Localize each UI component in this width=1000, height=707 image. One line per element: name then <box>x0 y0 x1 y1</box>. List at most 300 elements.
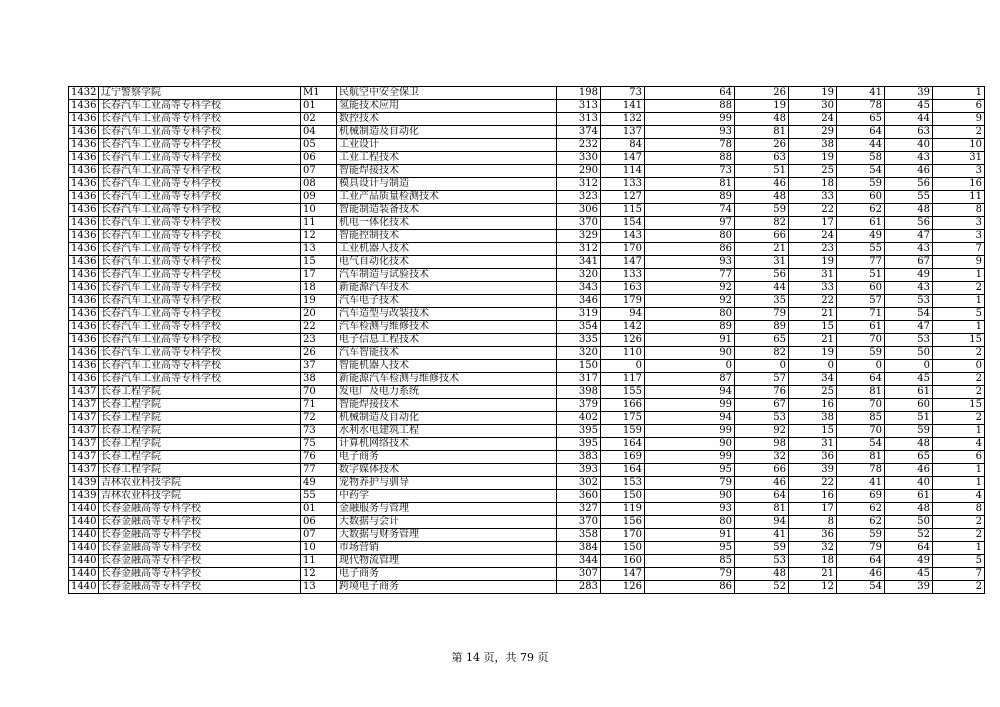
score-c-cell: 76 <box>735 386 789 399</box>
score-b-cell: 90 <box>645 347 735 360</box>
score-f-cell: 39 <box>885 581 933 594</box>
score-b-cell: 94 <box>645 386 735 399</box>
score-e-cell: 69 <box>837 490 885 503</box>
score-b-cell: 97 <box>645 217 735 230</box>
school-code-cell: 1440 <box>69 516 99 529</box>
score-c-cell: 89 <box>735 321 789 334</box>
major-name-cell: 工业工程技术 <box>337 152 557 165</box>
score-a-cell: 160 <box>601 555 645 568</box>
score-e-cell: 70 <box>837 334 885 347</box>
score-a-cell: 163 <box>601 282 645 295</box>
score-c-cell: 53 <box>735 412 789 425</box>
score-c-cell: 66 <box>735 464 789 477</box>
school-name-cell: 长春工程学院 <box>99 412 301 425</box>
major-name-cell: 机械制造及自动化 <box>337 126 557 139</box>
major-code-cell: 38 <box>301 373 337 386</box>
school-name-cell: 长春汽车工业高等专科学校 <box>99 152 301 165</box>
table-row <box>69 204 985 217</box>
score-total-cell: 358 <box>557 529 601 542</box>
score-total-cell: 370 <box>557 217 601 230</box>
major-code-cell: 72 <box>301 412 337 425</box>
score-g-cell: 1 <box>933 477 985 490</box>
major-name-cell: 数控技术 <box>337 113 557 126</box>
score-f-cell: 53 <box>885 295 933 308</box>
table-row <box>69 152 985 165</box>
score-c-cell: 56 <box>735 269 789 282</box>
score-g-cell: 16 <box>933 178 985 191</box>
score-f-cell: 51 <box>885 412 933 425</box>
major-name-cell: 民航空中安全保卫 <box>337 87 557 100</box>
score-c-cell: 59 <box>735 204 789 217</box>
score-c-cell: 0 <box>735 360 789 373</box>
score-g-cell: 0 <box>933 360 985 373</box>
school-code-cell: 1440 <box>69 529 99 542</box>
score-e-cell: 59 <box>837 347 885 360</box>
major-name-cell: 汽车检测与维修技术 <box>337 321 557 334</box>
major-name-cell: 新能源汽车检测与维修技术 <box>337 373 557 386</box>
score-total-cell: 383 <box>557 451 601 464</box>
score-b-cell: 80 <box>645 230 735 243</box>
score-total-cell: 312 <box>557 178 601 191</box>
score-f-cell: 43 <box>885 282 933 295</box>
score-a-cell: 156 <box>601 516 645 529</box>
score-b-cell: 90 <box>645 490 735 503</box>
score-d-cell: 24 <box>789 230 837 243</box>
score-g-cell: 1 <box>933 321 985 334</box>
score-c-cell: 21 <box>735 243 789 256</box>
school-name-cell: 长春汽车工业高等专科学校 <box>99 282 301 295</box>
score-d-cell: 21 <box>789 308 837 321</box>
score-e-cell: 60 <box>837 191 885 204</box>
score-d-cell: 34 <box>789 373 837 386</box>
score-c-cell: 31 <box>735 256 789 269</box>
major-name-cell: 汽车制造与试验技术 <box>337 269 557 282</box>
score-d-cell: 18 <box>789 178 837 191</box>
score-e-cell: 70 <box>837 425 885 438</box>
table-row <box>69 243 985 256</box>
school-code-cell: 1437 <box>69 399 99 412</box>
score-f-cell: 61 <box>885 490 933 503</box>
score-total-cell: 312 <box>557 243 601 256</box>
school-code-cell: 1437 <box>69 425 99 438</box>
score-c-cell: 92 <box>735 425 789 438</box>
score-b-cell: 88 <box>645 152 735 165</box>
score-c-cell: 82 <box>735 347 789 360</box>
score-total-cell: 346 <box>557 295 601 308</box>
score-g-cell: 8 <box>933 503 985 516</box>
school-name-cell: 长春工程学院 <box>99 399 301 412</box>
school-name-cell: 长春金融高等专科学校 <box>99 581 301 594</box>
score-d-cell: 8 <box>789 516 837 529</box>
score-total-cell: 150 <box>557 360 601 373</box>
major-code-cell: M1 <box>301 87 337 100</box>
score-g-cell: 1 <box>933 295 985 308</box>
score-a-cell: 127 <box>601 191 645 204</box>
score-e-cell: 61 <box>837 321 885 334</box>
school-code-cell: 1436 <box>69 230 99 243</box>
major-code-cell: 08 <box>301 178 337 191</box>
score-f-cell: 45 <box>885 568 933 581</box>
score-f-cell: 55 <box>885 191 933 204</box>
score-b-cell: 88 <box>645 100 735 113</box>
table-row <box>69 386 985 399</box>
table-row <box>69 334 985 347</box>
score-c-cell: 63 <box>735 152 789 165</box>
major-code-cell: 26 <box>301 347 337 360</box>
table-row <box>69 477 985 490</box>
school-name-cell: 长春汽车工业高等专科学校 <box>99 165 301 178</box>
score-e-cell: 62 <box>837 204 885 217</box>
school-name-cell: 长春汽车工业高等专科学校 <box>99 217 301 230</box>
score-b-cell: 99 <box>645 399 735 412</box>
score-d-cell: 23 <box>789 243 837 256</box>
table-row <box>69 542 985 555</box>
table-row <box>69 581 985 594</box>
score-a-cell: 164 <box>601 438 645 451</box>
school-code-cell: 1440 <box>69 568 99 581</box>
major-code-cell: 07 <box>301 529 337 542</box>
score-e-cell: 44 <box>837 139 885 152</box>
school-code-cell: 1440 <box>69 555 99 568</box>
score-f-cell: 48 <box>885 204 933 217</box>
score-f-cell: 52 <box>885 529 933 542</box>
score-g-cell: 5 <box>933 555 985 568</box>
major-code-cell: 71 <box>301 399 337 412</box>
major-code-cell: 37 <box>301 360 337 373</box>
major-code-cell: 55 <box>301 490 337 503</box>
score-b-cell: 93 <box>645 126 735 139</box>
score-g-cell: 2 <box>933 373 985 386</box>
major-name-cell: 工业机器人技术 <box>337 243 557 256</box>
score-a-cell: 159 <box>601 425 645 438</box>
score-e-cell: 0 <box>837 360 885 373</box>
score-c-cell: 46 <box>735 178 789 191</box>
score-a-cell: 126 <box>601 334 645 347</box>
major-name-cell: 市场营销 <box>337 542 557 555</box>
score-d-cell: 19 <box>789 87 837 100</box>
score-total-cell: 320 <box>557 347 601 360</box>
score-total-cell: 327 <box>557 503 601 516</box>
score-c-cell: 46 <box>735 477 789 490</box>
table-row <box>69 464 985 477</box>
score-e-cell: 49 <box>837 230 885 243</box>
score-c-cell: 51 <box>735 165 789 178</box>
score-e-cell: 57 <box>837 295 885 308</box>
score-b-cell: 0 <box>645 360 735 373</box>
score-f-cell: 43 <box>885 243 933 256</box>
major-code-cell: 01 <box>301 100 337 113</box>
major-code-cell: 13 <box>301 243 337 256</box>
score-a-cell: 126 <box>601 581 645 594</box>
school-code-cell: 1436 <box>69 295 99 308</box>
school-name-cell: 长春汽车工业高等专科学校 <box>99 243 301 256</box>
score-total-cell: 335 <box>557 334 601 347</box>
score-e-cell: 64 <box>837 373 885 386</box>
table-row <box>69 373 985 386</box>
school-code-cell: 1436 <box>69 321 99 334</box>
major-name-cell: 智能焊接技术 <box>337 165 557 178</box>
table-row <box>69 490 985 503</box>
school-name-cell: 长春金融高等专科学校 <box>99 516 301 529</box>
score-total-cell: 313 <box>557 113 601 126</box>
major-code-cell: 01 <box>301 503 337 516</box>
score-total-cell: 317 <box>557 373 601 386</box>
score-d-cell: 17 <box>789 503 837 516</box>
table-row <box>69 360 985 373</box>
score-d-cell: 31 <box>789 438 837 451</box>
school-code-cell: 1440 <box>69 542 99 555</box>
score-c-cell: 59 <box>735 542 789 555</box>
score-a-cell: 133 <box>601 178 645 191</box>
major-name-cell: 金融服务与管理 <box>337 503 557 516</box>
table-row <box>69 139 985 152</box>
score-e-cell: 62 <box>837 516 885 529</box>
score-c-cell: 32 <box>735 451 789 464</box>
score-total-cell: 330 <box>557 152 601 165</box>
score-b-cell: 79 <box>645 568 735 581</box>
table-row <box>69 295 985 308</box>
table-row <box>69 191 985 204</box>
score-g-cell: 6 <box>933 451 985 464</box>
table-row <box>69 178 985 191</box>
score-e-cell: 81 <box>837 451 885 464</box>
school-name-cell: 长春汽车工业高等专科学校 <box>99 100 301 113</box>
score-d-cell: 15 <box>789 425 837 438</box>
score-g-cell: 15 <box>933 399 985 412</box>
score-total-cell: 395 <box>557 425 601 438</box>
school-name-cell: 长春金融高等专科学校 <box>99 503 301 516</box>
score-b-cell: 79 <box>645 477 735 490</box>
major-name-cell: 工业产品质量检测技术 <box>337 191 557 204</box>
score-f-cell: 61 <box>885 386 933 399</box>
score-e-cell: 62 <box>837 503 885 516</box>
admission-score-table <box>68 86 985 594</box>
score-a-cell: 170 <box>601 529 645 542</box>
score-d-cell: 21 <box>789 334 837 347</box>
score-g-cell: 4 <box>933 438 985 451</box>
school-name-cell: 长春汽车工业高等专科学校 <box>99 295 301 308</box>
major-code-cell: 17 <box>301 269 337 282</box>
score-d-cell: 21 <box>789 568 837 581</box>
score-e-cell: 85 <box>837 412 885 425</box>
score-total-cell: 306 <box>557 204 601 217</box>
school-name-cell: 长春工程学院 <box>99 386 301 399</box>
score-a-cell: 142 <box>601 321 645 334</box>
score-total-cell: 283 <box>557 581 601 594</box>
major-name-cell: 机电一体化技术 <box>337 217 557 230</box>
school-name-cell: 长春金融高等专科学校 <box>99 542 301 555</box>
score-d-cell: 29 <box>789 126 837 139</box>
score-b-cell: 80 <box>645 516 735 529</box>
score-c-cell: 94 <box>735 516 789 529</box>
score-total-cell: 307 <box>557 568 601 581</box>
table-row <box>69 308 985 321</box>
major-code-cell: 06 <box>301 152 337 165</box>
score-d-cell: 22 <box>789 295 837 308</box>
score-d-cell: 19 <box>789 256 837 269</box>
score-f-cell: 59 <box>885 425 933 438</box>
score-a-cell: 84 <box>601 139 645 152</box>
score-total-cell: 360 <box>557 490 601 503</box>
score-c-cell: 66 <box>735 230 789 243</box>
school-code-cell: 1437 <box>69 464 99 477</box>
school-code-cell: 1436 <box>69 178 99 191</box>
score-c-cell: 82 <box>735 217 789 230</box>
score-g-cell: 4 <box>933 490 985 503</box>
score-c-cell: 19 <box>735 100 789 113</box>
major-code-cell: 13 <box>301 581 337 594</box>
score-total-cell: 393 <box>557 464 601 477</box>
school-code-cell: 1436 <box>69 191 99 204</box>
major-code-cell: 05 <box>301 139 337 152</box>
table-row <box>69 256 985 269</box>
school-code-cell: 1436 <box>69 373 99 386</box>
score-b-cell: 80 <box>645 308 735 321</box>
score-b-cell: 99 <box>645 113 735 126</box>
score-e-cell: 54 <box>837 165 885 178</box>
score-f-cell: 45 <box>885 100 933 113</box>
score-c-cell: 57 <box>735 373 789 386</box>
school-name-cell: 长春工程学院 <box>99 438 301 451</box>
major-code-cell: 10 <box>301 204 337 217</box>
score-e-cell: 54 <box>837 438 885 451</box>
score-f-cell: 46 <box>885 165 933 178</box>
score-c-cell: 79 <box>735 308 789 321</box>
school-name-cell: 长春工程学院 <box>99 464 301 477</box>
school-code-cell: 1436 <box>69 139 99 152</box>
score-total-cell: 370 <box>557 516 601 529</box>
score-total-cell: 343 <box>557 282 601 295</box>
score-d-cell: 24 <box>789 113 837 126</box>
major-name-cell: 智能制造装备技术 <box>337 204 557 217</box>
score-e-cell: 41 <box>837 87 885 100</box>
score-f-cell: 44 <box>885 113 933 126</box>
score-f-cell: 45 <box>885 373 933 386</box>
score-e-cell: 81 <box>837 386 885 399</box>
score-d-cell: 22 <box>789 204 837 217</box>
major-name-cell: 汽车智能技术 <box>337 347 557 360</box>
school-name-cell: 长春汽车工业高等专科学校 <box>99 191 301 204</box>
score-b-cell: 87 <box>645 373 735 386</box>
score-a-cell: 110 <box>601 347 645 360</box>
score-d-cell: 19 <box>789 347 837 360</box>
school-code-cell: 1437 <box>69 438 99 451</box>
major-name-cell: 新能源汽车技术 <box>337 282 557 295</box>
score-f-cell: 47 <box>885 230 933 243</box>
score-a-cell: 166 <box>601 399 645 412</box>
score-e-cell: 54 <box>837 581 885 594</box>
major-code-cell: 19 <box>301 295 337 308</box>
score-f-cell: 60 <box>885 399 933 412</box>
school-code-cell: 1436 <box>69 282 99 295</box>
score-f-cell: 54 <box>885 308 933 321</box>
major-name-cell: 工业设计 <box>337 139 557 152</box>
school-code-cell: 1440 <box>69 503 99 516</box>
score-c-cell: 81 <box>735 126 789 139</box>
major-name-cell: 中药学 <box>337 490 557 503</box>
major-code-cell: 49 <box>301 477 337 490</box>
school-name-cell: 长春汽车工业高等专科学校 <box>99 321 301 334</box>
score-b-cell: 90 <box>645 438 735 451</box>
major-name-cell: 模具设计与制造 <box>337 178 557 191</box>
major-name-cell: 电子信息工程技术 <box>337 334 557 347</box>
score-f-cell: 47 <box>885 321 933 334</box>
score-total-cell: 290 <box>557 165 601 178</box>
score-g-cell: 2 <box>933 126 985 139</box>
major-code-cell: 20 <box>301 308 337 321</box>
table-row <box>69 425 985 438</box>
score-f-cell: 46 <box>885 464 933 477</box>
score-g-cell: 9 <box>933 256 985 269</box>
school-code-cell: 1436 <box>69 126 99 139</box>
score-g-cell: 1 <box>933 464 985 477</box>
score-c-cell: 65 <box>735 334 789 347</box>
major-name-cell: 发电厂及电力系统 <box>337 386 557 399</box>
score-b-cell: 86 <box>645 243 735 256</box>
score-a-cell: 147 <box>601 152 645 165</box>
major-name-cell: 智能机器人技术 <box>337 360 557 373</box>
score-total-cell: 319 <box>557 308 601 321</box>
score-a-cell: 137 <box>601 126 645 139</box>
major-name-cell: 现代物流管理 <box>337 555 557 568</box>
score-b-cell: 89 <box>645 321 735 334</box>
score-f-cell: 50 <box>885 516 933 529</box>
score-c-cell: 53 <box>735 555 789 568</box>
major-code-cell: 73 <box>301 425 337 438</box>
school-name-cell: 长春汽车工业高等专科学校 <box>99 256 301 269</box>
score-f-cell: 40 <box>885 477 933 490</box>
score-c-cell: 67 <box>735 399 789 412</box>
score-total-cell: 198 <box>557 87 601 100</box>
score-d-cell: 39 <box>789 464 837 477</box>
school-name-cell: 长春汽车工业高等专科学校 <box>99 347 301 360</box>
school-code-cell: 1437 <box>69 386 99 399</box>
school-name-cell: 长春汽车工业高等专科学校 <box>99 269 301 282</box>
score-e-cell: 51 <box>837 269 885 282</box>
score-e-cell: 71 <box>837 308 885 321</box>
score-d-cell: 15 <box>789 321 837 334</box>
score-b-cell: 99 <box>645 425 735 438</box>
score-f-cell: 65 <box>885 451 933 464</box>
score-c-cell: 48 <box>735 568 789 581</box>
school-name-cell: 长春金融高等专科学校 <box>99 529 301 542</box>
school-code-cell: 1436 <box>69 100 99 113</box>
score-g-cell: 2 <box>933 581 985 594</box>
score-a-cell: 73 <box>601 87 645 100</box>
score-f-cell: 56 <box>885 217 933 230</box>
score-b-cell: 77 <box>645 269 735 282</box>
score-total-cell: 329 <box>557 230 601 243</box>
score-b-cell: 89 <box>645 191 735 204</box>
major-code-cell: 15 <box>301 256 337 269</box>
school-code-cell: 1436 <box>69 256 99 269</box>
score-c-cell: 48 <box>735 113 789 126</box>
major-code-cell: 06 <box>301 516 337 529</box>
school-name-cell: 长春汽车工业高等专科学校 <box>99 113 301 126</box>
score-b-cell: 74 <box>645 204 735 217</box>
score-a-cell: 179 <box>601 295 645 308</box>
major-name-cell: 计算机网络技术 <box>337 438 557 451</box>
score-c-cell: 48 <box>735 191 789 204</box>
major-name-cell: 智能控制技术 <box>337 230 557 243</box>
school-name-cell: 长春工程学院 <box>99 425 301 438</box>
score-f-cell: 39 <box>885 87 933 100</box>
school-name-cell: 长春金融高等专科学校 <box>99 568 301 581</box>
school-code-cell: 1436 <box>69 269 99 282</box>
score-d-cell: 33 <box>789 191 837 204</box>
score-b-cell: 92 <box>645 295 735 308</box>
table-row <box>69 100 985 113</box>
